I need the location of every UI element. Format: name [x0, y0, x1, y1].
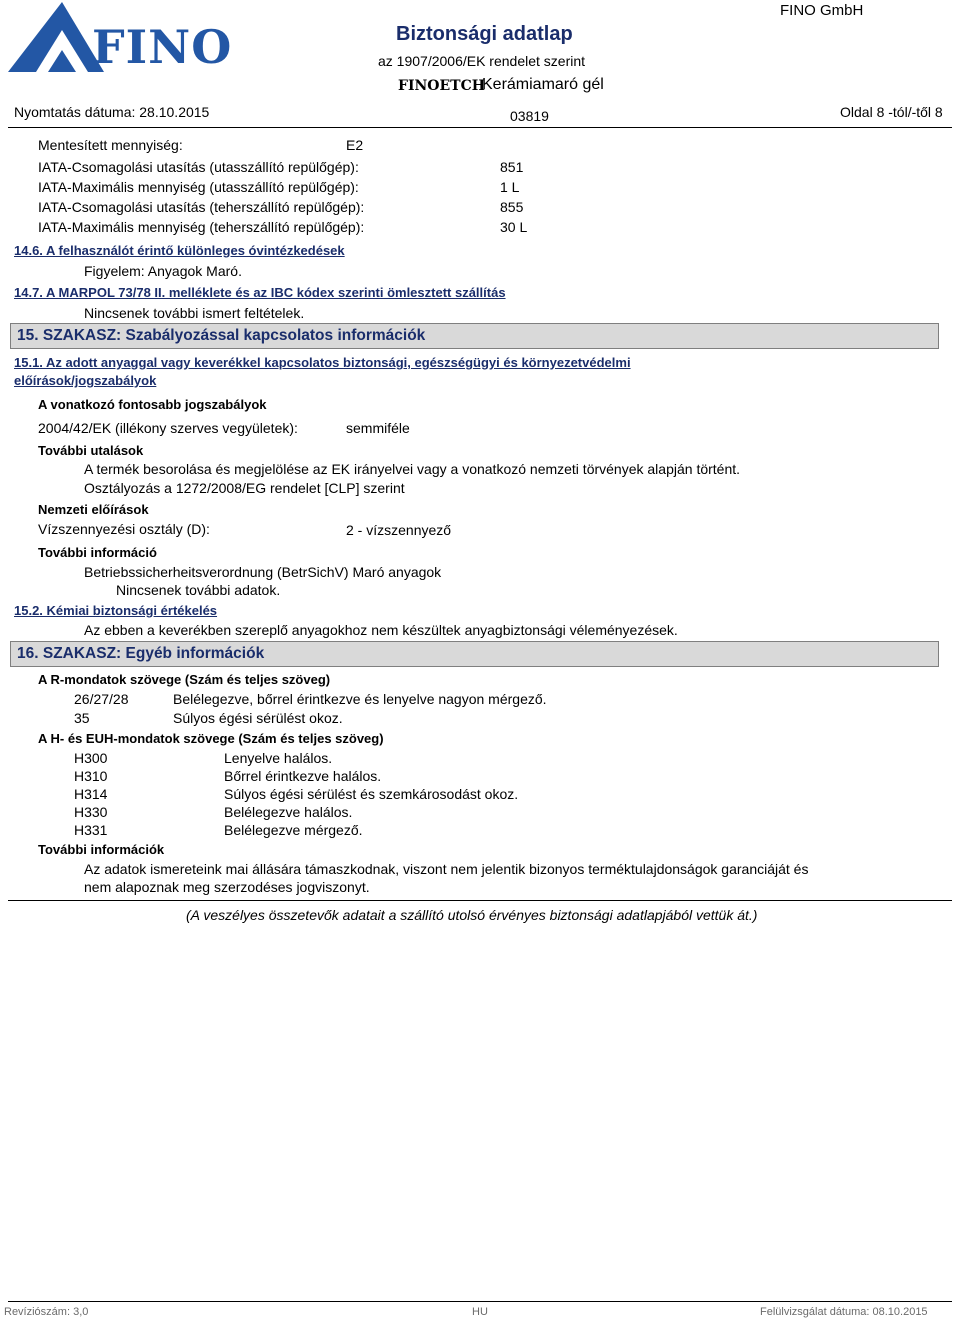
subsection-14-6-heading: 14.6. A felhasználót érintő különleges óvintézkedések	[14, 243, 345, 258]
notes-divider	[8, 900, 952, 901]
product-code: 03819	[510, 108, 549, 124]
r-phrases-heading: A R-mondatok szövege (Szám és teljes szöveg)	[38, 672, 331, 687]
subsection-15-2-heading: 15.2. Kémiai biztonsági értékelés	[14, 603, 218, 618]
h-phrase-text: Súlyos égési sérülést és szemkárosodást okoz.	[224, 786, 519, 802]
r-phrase-code: 35	[74, 710, 90, 726]
r-phrase-text: Súlyos égési sérülést okoz.	[173, 710, 343, 726]
eu-regulations-heading: A vonatkozó fontosabb jogszabályok	[38, 397, 267, 412]
voc-directive-value: semmiféle	[346, 420, 410, 436]
subsection-14-6-text: Figyelem: Anyagok Maró.	[84, 263, 242, 279]
company-logo	[4, 0, 233, 76]
revision-number: Revíziószám: 3,0	[4, 1306, 89, 1318]
iata-row-label: IATA-Maximális mennyiség (utasszállító repülőgép):	[38, 179, 359, 195]
document-title: Biztonsági adatlap	[396, 23, 573, 45]
h-phrase-code: H331	[74, 822, 108, 838]
iata-row-label: IATA-Csomagolási utasítás (utasszállító repülőgép):	[38, 159, 359, 175]
subsection-15-1-heading-line1: 15.1. Az adott anyaggal vagy keverékkel kapcsolatos biztonsági, egészségügyi és környezetvédelmi	[14, 355, 631, 370]
logo-text: FINO	[92, 20, 233, 74]
further-notes-text: A termék besorolása és megjelölése az EK irányelvei vagy a vonatkozó nemzeti törvények alapján történt.	[84, 461, 741, 477]
product-brand: FINOETCH	[398, 78, 485, 94]
section-15-header	[10, 323, 939, 349]
h-phrases-heading: A H- és EUH-mondatok szövege (Szám és teljes szöveg)	[38, 731, 384, 746]
h-phrase-code: H300	[74, 750, 108, 766]
subsection-14-7-heading: 14.7. A MARPOL 73/78 II. melléklete és az IBC kódex szerinti ömlesztett szállítás	[14, 285, 506, 300]
iata-row-label: IATA-Maximális mennyiség (teherszállító repülőgép):	[38, 219, 365, 235]
review-date: Felülvizsgálat dátuma: 08.10.2015	[760, 1306, 928, 1318]
h-phrase-text: Belélegezve halálos.	[224, 804, 353, 820]
company-name: FINO GmbH	[780, 2, 864, 19]
iata-row-value: 855	[500, 199, 524, 215]
section-16-header	[10, 641, 939, 667]
water-hazard-label: Vízszennyezési osztály (D):	[38, 521, 210, 537]
source-note: (A veszélyes összetevők adatait a szállító utolsó érvényes biztonsági adatlapjából vettük át.)	[186, 907, 758, 923]
other-info-text-line1: Az adatok ismereteink mai állására támaszkodnak, viszont nem jelentik bizonyos terméktulajdonságok garanciáját és	[84, 861, 809, 877]
iata-row-value: 30 L	[500, 219, 528, 235]
h-phrase-code: H330	[74, 804, 108, 820]
other-info-text-line2: nem alapoznak meg szerzodéses jogviszonyt.	[84, 879, 370, 895]
iata-row-value: 851	[500, 159, 524, 175]
exempt-quantity-label: Mentesített mennyiség:	[38, 137, 183, 153]
iata-row-value: 1 L	[500, 179, 520, 195]
subsection-15-2-text: Az ebben a keverékben szereplő anyagokhoz nem készültek anyagbiztonsági véleményezések.	[84, 622, 678, 638]
exempt-quantity-value: E2	[346, 137, 364, 153]
page-number: Oldal 8 -tól/-től 8	[840, 104, 943, 120]
section-15-title: 15. SZAKASZ: Szabályozással kapcsolatos információk	[17, 327, 426, 344]
language-code: HU	[472, 1306, 488, 1318]
subsection-15-1-heading-line2: előírások/jogszabályok	[14, 373, 157, 388]
additional-info-heading: További információ	[38, 545, 157, 560]
subsection-15-1-heading	[14, 355, 631, 388]
h-phrase-text: Lenyelve halálos.	[224, 750, 333, 766]
further-notes-heading: További utalások	[38, 443, 144, 458]
additional-info-none: Nincsenek további adatok.	[116, 582, 281, 598]
h-phrase-code: H310	[74, 768, 108, 784]
other-info-heading: További információk	[38, 842, 165, 857]
iata-row-label: IATA-Csomagolási utasítás (teherszállító repülőgép):	[38, 199, 365, 215]
water-hazard-value: 2 - vízszennyező	[346, 522, 452, 538]
section-16-title: 16. SZAKASZ: Egyéb információk	[17, 645, 265, 662]
h-phrase-code: H314	[74, 786, 108, 802]
voc-directive-label: 2004/42/EK (illékony szerves vegyületek):	[38, 420, 298, 436]
footer-divider	[8, 1301, 952, 1302]
further-notes-clp: Osztályozás a 1272/2008/EG rendelet [CLP] szerint	[84, 480, 405, 496]
r-phrase-text: Belélegezve, bőrrel érintkezve és lenyelve nagyon mérgező.	[173, 691, 547, 707]
r-phrase-code: 26/27/28	[74, 691, 129, 707]
additional-info-text: Betriebssicherheitsverordnung (BetrSichV) Maró anyagok	[84, 564, 442, 580]
product-name: Kerámiamaró gél	[482, 76, 604, 93]
header-divider	[8, 127, 952, 128]
h-phrase-text: Bőrrel érintkezve halálos.	[224, 768, 382, 784]
subsection-14-7-text: Nincsenek további ismert feltételek.	[84, 305, 305, 321]
print-date: Nyomtatás dátuma: 28.10.2015	[14, 104, 210, 120]
h-phrase-text: Belélegezve mérgező.	[224, 822, 363, 838]
national-regulations-heading: Nemzeti előírások	[38, 502, 149, 517]
document-subtitle: az 1907/2006/EK rendelet szerint	[378, 53, 586, 69]
